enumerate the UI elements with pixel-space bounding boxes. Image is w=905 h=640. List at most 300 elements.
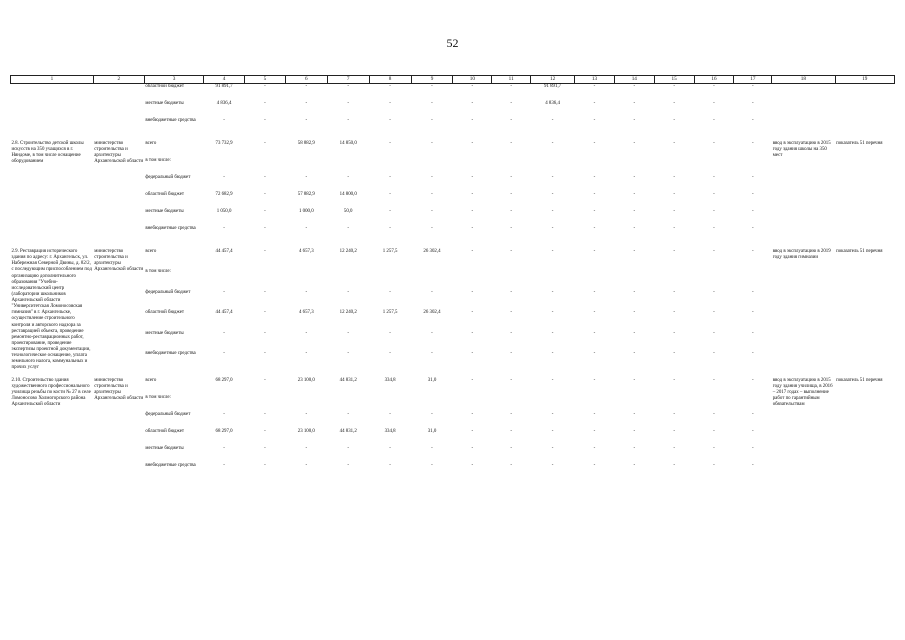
column-header: 10 (453, 76, 492, 84)
amount-cell: - (633, 428, 636, 434)
amount-cell: - (551, 445, 554, 451)
amount-cell: - (305, 226, 308, 231)
amount-cell: 4 657,3 (298, 310, 314, 316)
amount-cell: - (347, 411, 350, 417)
amount-cell: - (389, 101, 391, 106)
amount-cell: - (347, 351, 350, 357)
amount-cell: - (471, 141, 474, 146)
amount-cell: - (673, 411, 675, 417)
amount-cell: - (593, 377, 596, 383)
amount-cell: 1 257,5 (382, 310, 398, 316)
amount-cell: - (471, 462, 474, 468)
amount-cell (285, 269, 327, 289)
amount-cell: - (389, 445, 391, 451)
amount-cell: - (223, 118, 225, 123)
amount-cell (369, 395, 411, 412)
amount-cell: - (471, 411, 474, 417)
amount-cell: - (510, 289, 512, 295)
amount-cell: - (264, 209, 266, 214)
funding-source: всего (145, 141, 157, 146)
amount-cell: - (347, 175, 350, 180)
amount-cell (575, 269, 615, 289)
amount-cell: - (347, 226, 350, 231)
amount-cell: - (593, 84, 596, 89)
column-header: 17 (734, 76, 772, 84)
amount-cell: - (751, 411, 754, 417)
amount-cell: - (713, 118, 715, 123)
funding-source: всего (145, 377, 157, 383)
funding-source: местные бюджеты (145, 330, 184, 336)
amount-cell: - (593, 310, 596, 316)
amount-cell: - (305, 175, 308, 180)
amount-cell: - (713, 141, 715, 146)
amount-cell: - (751, 84, 754, 89)
amount-cell: - (673, 84, 675, 89)
amount-cell: 1 000,0 (298, 209, 314, 214)
amount-cell: - (471, 377, 474, 383)
amount-cell: - (347, 462, 350, 468)
amount-cell: - (713, 462, 715, 468)
funding-source: областной бюджет (145, 310, 184, 316)
amount-cell: - (633, 462, 636, 468)
amount-cell: - (389, 351, 391, 357)
amount-cell: - (305, 351, 308, 357)
amount-cell: - (593, 101, 596, 106)
amount-cell: - (264, 84, 266, 89)
amount-cell: - (471, 101, 474, 106)
amount-cell: - (471, 84, 474, 89)
amount-cell: - (431, 351, 433, 357)
column-header: 6 (285, 76, 327, 84)
amount-cell (285, 158, 327, 175)
amount-cell: - (510, 445, 512, 451)
amount-cell: - (751, 141, 754, 146)
amount-cell: - (593, 192, 596, 197)
funding-source: областной бюджет (145, 84, 184, 89)
amount-cell: 4 836,4 (216, 101, 232, 106)
funding-source: областной бюджет (145, 192, 184, 197)
amount-cell (411, 269, 453, 289)
amount-cell: - (264, 101, 266, 106)
amount-cell: - (389, 330, 391, 336)
amount-cell: - (347, 101, 350, 106)
amount-cell (327, 269, 369, 289)
column-header: 5 (245, 76, 286, 84)
funding-source: внебюджетные средства (145, 118, 196, 123)
amount-cell: - (751, 330, 754, 336)
amount-cell: - (471, 249, 474, 254)
amount-cell: - (264, 351, 266, 357)
amount-cell: - (633, 192, 636, 197)
measure-name: 2.8. Строительство детской школы искусств на 350 учащихся в г. Няндоме, в том числе оснащение оборудованием (11, 141, 84, 165)
measure-result: ввод в эксплуатацию в 2015 году здания школы на 350 мест (772, 141, 831, 159)
amount-cell: 334,8 (384, 377, 396, 383)
amount-cell: 4 657,3 (298, 249, 314, 254)
column-header: 16 (694, 76, 734, 84)
amount-cell: - (751, 462, 754, 468)
amount-cell: 68 297,0 (215, 377, 233, 383)
amount-cell: - (431, 192, 433, 197)
amount-cell: 14 800,0 (339, 192, 357, 197)
column-header: 15 (654, 76, 694, 84)
amount-cell: - (633, 118, 636, 123)
amount-cell: 23 100,0 (297, 377, 315, 383)
amount-cell: - (751, 101, 754, 106)
amount-cell: 23 100,0 (297, 428, 315, 434)
amount-cell: - (633, 445, 636, 451)
amount-cell: - (673, 249, 675, 254)
amount-cell (204, 158, 245, 175)
amount-cell: - (347, 330, 350, 336)
amount-cell: - (633, 330, 636, 336)
amount-cell: - (751, 249, 754, 254)
amount-cell: 91 891,7 (215, 84, 233, 89)
amount-cell: - (264, 226, 266, 231)
amount-cell: - (673, 226, 675, 231)
amount-cell: - (510, 175, 512, 180)
funding-source: федеральный бюджет (145, 289, 191, 295)
funding-source: местные бюджеты (145, 101, 184, 106)
table-row (11, 249, 895, 269)
amount-cell: - (673, 101, 675, 106)
amount-cell: - (389, 118, 391, 123)
amount-cell (575, 158, 615, 175)
amount-cell (531, 158, 575, 175)
amount-cell: - (510, 462, 512, 468)
amount-cell: - (471, 351, 474, 357)
amount-cell: 1 257,5 (382, 249, 398, 254)
amount-cell (654, 395, 694, 412)
amount-cell: - (673, 462, 675, 468)
amount-cell: 31,0 (427, 377, 437, 383)
amount-cell: - (510, 209, 512, 214)
amount-cell: - (673, 428, 675, 434)
amount-cell: - (389, 141, 391, 146)
amount-cell: - (713, 249, 715, 254)
measure-name: 2.10. Строительство здания художественного профессионального училища резьбы по кости № 27 в селе Ломоносово Холмогорского района Архангельской области (11, 377, 91, 407)
amount-cell: - (305, 445, 308, 451)
amount-cell: - (593, 462, 596, 468)
amount-cell: 44 457,4 (215, 310, 233, 316)
amount-cell: 91 891,7 (544, 84, 562, 89)
amount-cell (694, 158, 734, 175)
amount-cell: - (471, 226, 474, 231)
amount-cell (734, 158, 772, 175)
table-row (11, 378, 895, 395)
amount-cell (694, 395, 734, 412)
amount-cell: - (713, 226, 715, 231)
amount-cell: - (713, 101, 715, 106)
amount-cell: - (633, 226, 636, 231)
amount-cell: - (633, 141, 636, 146)
amount-cell: - (593, 175, 596, 180)
amount-cell: - (551, 289, 554, 295)
funding-source: внебюджетные средства (145, 462, 196, 468)
amount-cell: - (633, 289, 636, 295)
amount-cell: - (713, 209, 715, 214)
table-body (11, 84, 895, 480)
amount-cell (734, 395, 772, 412)
amount-cell: - (264, 428, 266, 434)
amount-cell: 73 732,9 (215, 141, 233, 146)
amount-cell: - (551, 377, 554, 383)
amount-cell: - (510, 226, 512, 231)
amount-cell: 26 302,4 (423, 249, 441, 254)
amount-cell (492, 269, 531, 289)
amount-cell: - (751, 351, 754, 357)
amount-cell: - (713, 445, 715, 451)
column-header: 8 (369, 76, 411, 84)
amount-cell: - (431, 330, 433, 336)
amount-cell (327, 395, 369, 412)
table-row (11, 84, 895, 102)
amount-cell: - (633, 84, 636, 89)
measure-executor (93, 84, 144, 136)
amount-cell: - (510, 310, 512, 316)
funding-source: местные бюджеты (145, 445, 184, 451)
amount-cell: 44 457,4 (215, 249, 233, 254)
column-header: 13 (575, 76, 615, 84)
amount-cell (327, 158, 369, 175)
amount-cell (694, 269, 734, 289)
measure-indicator (835, 84, 894, 136)
amount-cell: - (673, 175, 675, 180)
amount-cell: - (510, 428, 512, 434)
amount-cell: - (551, 462, 554, 468)
amount-cell: - (713, 310, 715, 316)
amount-cell: - (471, 118, 474, 123)
column-header: 7 (327, 76, 369, 84)
amount-cell: - (471, 289, 474, 295)
amount-cell: - (593, 141, 596, 146)
amount-cell: 4 836,4 (545, 101, 560, 106)
column-header: 4 (204, 76, 245, 84)
amount-cell: - (593, 226, 596, 231)
amount-cell: - (431, 411, 433, 417)
amount-cell: - (751, 310, 754, 316)
amount-cell: - (551, 310, 554, 316)
amount-cell (654, 158, 694, 175)
amount-cell: - (347, 84, 350, 89)
measure-result (772, 84, 835, 136)
amount-cell: 58 882,9 (297, 141, 315, 146)
amount-cell: - (223, 351, 225, 357)
header-row (11, 76, 895, 84)
amount-cell: - (593, 249, 596, 254)
amount-cell: - (713, 175, 715, 180)
amount-cell: - (751, 445, 754, 451)
amount-cell: - (551, 351, 554, 357)
column-header: 1 (11, 76, 94, 84)
table-row (11, 141, 895, 158)
amount-cell: 72 682,9 (215, 192, 233, 197)
amount-cell: - (673, 192, 675, 197)
amount-cell: - (673, 209, 675, 214)
amount-cell: - (551, 411, 554, 417)
amount-cell: - (471, 330, 474, 336)
amount-cell: - (751, 175, 754, 180)
amount-cell: - (223, 411, 225, 417)
amount-cell: - (633, 310, 636, 316)
program-table (10, 75, 895, 480)
amount-cell: - (593, 289, 596, 295)
amount-cell (492, 158, 531, 175)
amount-cell: - (673, 289, 675, 295)
amount-cell: - (223, 226, 225, 231)
amount-cell: - (713, 351, 715, 357)
amount-cell: - (264, 377, 266, 383)
column-header: 9 (411, 76, 453, 84)
funding-source: областной бюджет (145, 428, 184, 434)
amount-cell: - (551, 141, 554, 146)
amount-cell: - (633, 175, 636, 180)
measure-executor: министерство строительства и архитектуры Архангельской области (94, 249, 144, 273)
measure-executor: министерство строительства и архитектуры Архангельской области (94, 141, 144, 165)
amount-cell: - (673, 310, 675, 316)
amount-cell (734, 269, 772, 289)
amount-cell: - (633, 209, 636, 214)
amount-cell: - (264, 411, 266, 417)
amount-cell: - (389, 175, 391, 180)
amount-cell: 334,8 (384, 428, 396, 434)
amount-cell: - (431, 175, 433, 180)
amount-cell: - (751, 118, 754, 123)
amount-cell: - (713, 192, 715, 197)
amount-cell: - (223, 462, 225, 468)
amount-cell: - (551, 175, 554, 180)
amount-cell: - (264, 462, 266, 468)
amount-cell: - (471, 445, 474, 451)
funding-source: местные бюджеты (145, 209, 184, 214)
amount-cell: - (713, 428, 715, 434)
amount-cell: - (510, 101, 512, 106)
amount-cell: - (551, 192, 554, 197)
amount-cell: - (673, 330, 675, 336)
measure-indicator: показатель 51 перечня (836, 249, 883, 254)
amount-cell: - (593, 411, 596, 417)
amount-cell: - (431, 84, 433, 89)
amount-cell: 31,0 (427, 428, 437, 434)
amount-cell: - (510, 249, 512, 254)
amount-cell: - (751, 209, 754, 214)
measure-indicator: показатель 51 перечня (836, 141, 883, 146)
measure-name (11, 84, 94, 136)
amount-cell: - (713, 411, 715, 417)
amount-cell: - (264, 330, 266, 336)
amount-cell: - (551, 226, 554, 231)
funding-source: в том числе: (145, 269, 171, 275)
amount-cell: - (633, 249, 636, 254)
amount-cell: - (510, 192, 512, 197)
amount-cell: - (510, 84, 512, 89)
amount-cell (531, 395, 575, 412)
amount-cell: - (347, 289, 350, 295)
measure-name: 2.9. Реставрация исторического здания по адресу: г. Архангельск, ул. Набережная Северной Двины, д. 82/2, с последующим приспособлением под организацию дополнительного образования "Учебно-исследовательский центр (лаборатории школьников Архангельской области "Университетская Ломоносовская гимназия" в г. Архангельске, осуществление строительного контроля и авторского надзора за реставрацией объекта, проведение ремонтно-реставрационных работ, проектирование, проведение экспертизы проектной документации, технологическое оснащение, уплата земельного налога, коммунальных и прочих услуг (11, 249, 92, 371)
column-header: 2 (93, 76, 144, 84)
amount-cell: - (389, 289, 391, 295)
amount-cell: - (431, 118, 433, 123)
page-number: 52 (446, 36, 459, 50)
amount-cell: - (471, 428, 474, 434)
column-header: 11 (492, 76, 531, 84)
amount-cell (614, 269, 654, 289)
amount-cell: - (751, 377, 754, 383)
amount-cell: - (305, 330, 308, 336)
amount-cell: - (510, 118, 512, 123)
amount-cell: 14 850,0 (339, 141, 357, 146)
amount-cell: - (510, 351, 512, 357)
amount-cell: - (633, 377, 636, 383)
amount-cell: - (751, 192, 754, 197)
funding-source: в том числе: (145, 394, 171, 400)
amount-cell: - (673, 118, 675, 123)
funding-source: в том числе: (145, 158, 171, 163)
amount-cell: - (389, 462, 391, 468)
amount-cell: 44 831,2 (339, 428, 357, 434)
amount-cell: - (305, 411, 308, 417)
amount-cell: - (551, 330, 554, 336)
amount-cell: - (431, 141, 433, 146)
column-header: 12 (531, 76, 575, 84)
amount-cell: - (673, 141, 675, 146)
column-header: 18 (772, 76, 835, 84)
funding-source: внебюджетные средства (145, 351, 196, 357)
amount-cell (453, 395, 492, 412)
amount-cell: - (305, 462, 308, 468)
amount-cell: - (305, 118, 308, 123)
amount-cell: - (593, 118, 596, 123)
amount-cell: 12 240,2 (339, 310, 357, 316)
amount-cell: - (431, 226, 433, 231)
amount-cell: - (223, 445, 225, 451)
funding-source: всего (145, 249, 157, 254)
amount-cell: - (713, 84, 715, 89)
amount-cell: - (264, 445, 266, 451)
amount-cell: - (593, 351, 596, 357)
amount-cell: - (633, 101, 636, 106)
amount-cell: - (389, 192, 391, 197)
amount-cell: - (347, 445, 350, 451)
amount-cell: - (431, 289, 433, 295)
amount-cell: - (593, 330, 596, 336)
amount-cell (245, 158, 286, 175)
amount-cell: 68 297,0 (215, 428, 233, 434)
amount-cell: - (264, 141, 266, 146)
amount-cell: 12 240,2 (339, 249, 357, 254)
amount-cell: - (593, 445, 596, 451)
amount-cell: - (713, 289, 715, 295)
amount-cell: - (347, 118, 350, 123)
amount-cell: - (633, 351, 636, 357)
amount-cell: - (673, 445, 675, 451)
amount-cell: - (264, 118, 266, 123)
amount-cell: - (223, 175, 225, 180)
column-header: 3 (144, 76, 203, 84)
amount-cell (453, 158, 492, 175)
amount-cell: - (264, 192, 266, 197)
amount-cell (531, 269, 575, 289)
amount-cell (369, 158, 411, 175)
amount-cell: - (673, 377, 675, 383)
amount-cell (614, 158, 654, 175)
amount-cell: 57 882,9 (297, 192, 315, 197)
amount-cell: - (431, 445, 433, 451)
amount-cell: - (389, 209, 391, 214)
amount-cell: - (673, 351, 675, 357)
amount-cell (245, 269, 286, 289)
amount-cell: - (471, 175, 474, 180)
funding-source: внебюджетные средства (145, 226, 196, 231)
